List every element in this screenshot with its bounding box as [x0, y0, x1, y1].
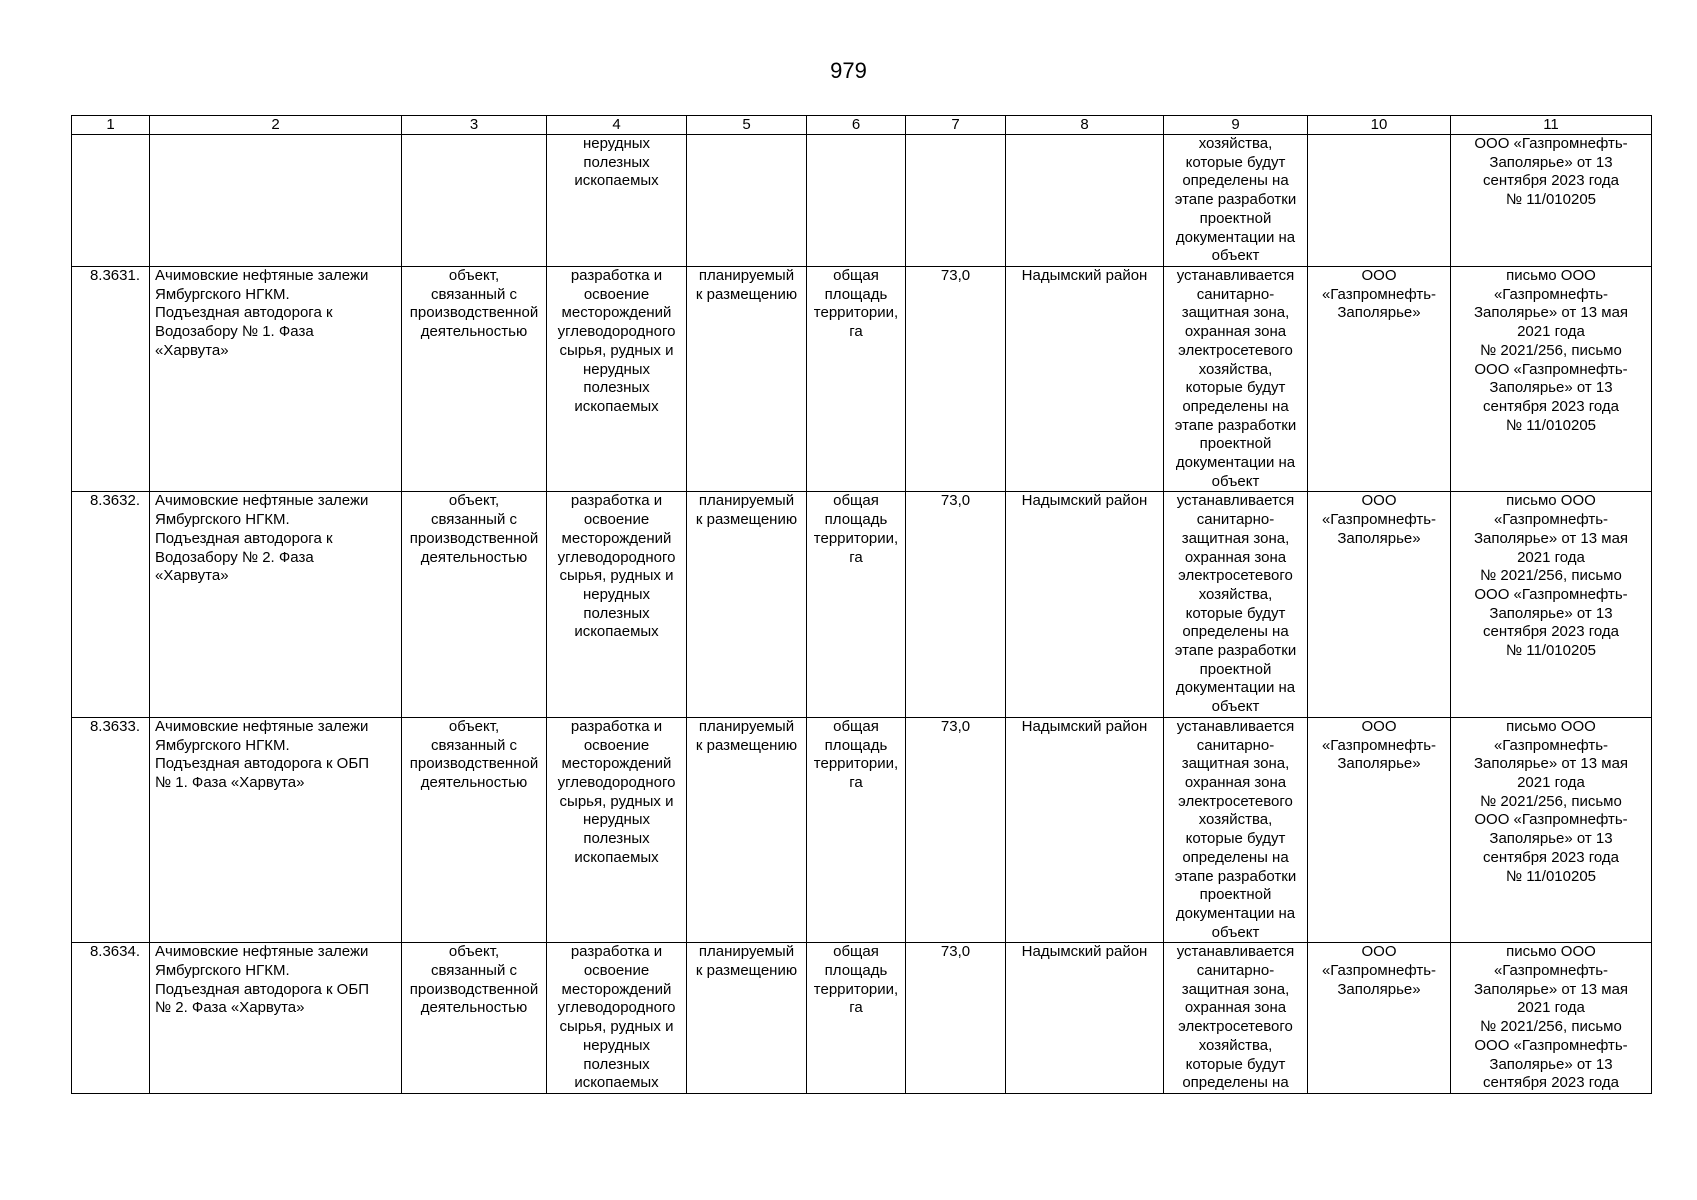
cell-name: Ачимовские нефтяные залежи Ямбургского НГКМ. Подъездная автодорога к Водозабору № 1. Фаза «Харвута»: [150, 267, 402, 492]
cell-value: 73,0: [906, 943, 1006, 1094]
cell-type: объект, связанный с производственной деятельностью: [402, 943, 547, 1094]
cell-num: 8.3633.: [72, 717, 150, 942]
cell-purpose: разработка и освоение месторождений углеводородного сырья, рудных и нерудных полезных ископаемых: [547, 492, 687, 717]
column-header: 4: [547, 116, 687, 135]
cell-status: планируемый к размещению: [687, 717, 807, 942]
cell-location: Надымский район: [1006, 717, 1164, 942]
cell-name: Ачимовские нефтяные залежи Ямбургского НГКМ. Подъездная автодорога к Водозабору № 2. Фаза «Харвута»: [150, 492, 402, 717]
cell-location: [1006, 135, 1164, 267]
cell-characteristic: общая площадь территории, га: [807, 943, 906, 1094]
cell-location: Надымский район: [1006, 267, 1164, 492]
cell-value: [906, 135, 1006, 267]
cell-type: объект, связанный с производственной деятельностью: [402, 267, 547, 492]
continuation-row: [72, 135, 1652, 267]
header-row: [72, 116, 1652, 135]
column-header: 8: [1006, 116, 1164, 135]
page-number: 979: [830, 58, 867, 83]
cell-initiator: [1308, 135, 1451, 267]
cell-num: [72, 135, 150, 267]
cell-zones: устанавливается санитарно- защитная зона, охранная зона электросетевого хозяйства, которые будут определены на этапе разработки проектной документации на объект: [1164, 492, 1308, 717]
cell-initiator: ООО «Газпромнефть- Заполярье»: [1308, 717, 1451, 942]
cell-status: [687, 135, 807, 267]
cell-initiator: ООО «Газпромнефть- Заполярье»: [1308, 267, 1451, 492]
column-header: 6: [807, 116, 906, 135]
cell-name: Ачимовские нефтяные залежи Ямбургского НГКМ. Подъездная автодорога к ОБП № 2. Фаза «Харвута»: [150, 943, 402, 1094]
cell-value: 73,0: [906, 492, 1006, 717]
cell-zones: устанавливается санитарно- защитная зона, охранная зона электросетевого хозяйства, которые будут определены на: [1164, 943, 1308, 1094]
cell-characteristic: общая площадь территории, га: [807, 492, 906, 717]
column-header: 11: [1451, 116, 1652, 135]
column-header: 1: [72, 116, 150, 135]
cell-purpose: разработка и освоение месторождений углеводородного сырья, рудных и нерудных полезных ископаемых: [547, 717, 687, 942]
cell-type: объект, связанный с производственной деятельностью: [402, 717, 547, 942]
column-header: 2: [150, 116, 402, 135]
cell-value: 73,0: [906, 717, 1006, 942]
cell-characteristic: общая площадь территории, га: [807, 267, 906, 492]
table-row: [72, 492, 1652, 717]
cell-basis: письмо ООО «Газпромнефть- Заполярье» от 13 мая 2021 года № 2021/256, письмо ООО «Газпромнефть- Заполярье» от 13 сентября 2023 года: [1451, 943, 1652, 1094]
cell-status: планируемый к размещению: [687, 492, 807, 717]
cell-num: 8.3632.: [72, 492, 150, 717]
cell-status: планируемый к размещению: [687, 267, 807, 492]
table-row: [72, 717, 1652, 942]
column-header: 9: [1164, 116, 1308, 135]
cell-purpose: разработка и освоение месторождений углеводородного сырья, рудных и нерудных полезных ископаемых: [547, 943, 687, 1094]
table-row: [72, 943, 1652, 1094]
column-header: 7: [906, 116, 1006, 135]
column-header: 3: [402, 116, 547, 135]
cell-location: Надымский район: [1006, 492, 1164, 717]
cell-basis: письмо ООО «Газпромнефть- Заполярье» от 13 мая 2021 года № 2021/256, письмо ООО «Газпромнефть- Заполярье» от 13 сентября 2023 года № 11/010205: [1451, 717, 1652, 942]
column-header: 5: [687, 116, 807, 135]
cell-characteristic: [807, 135, 906, 267]
cell-value: 73,0: [906, 267, 1006, 492]
cell-status: планируемый к размещению: [687, 943, 807, 1094]
cell-purpose: нерудных полезных ископаемых: [547, 135, 687, 267]
cell-basis: ООО «Газпромнефть- Заполярье» от 13 сентября 2023 года № 11/010205: [1451, 135, 1652, 267]
cell-name: [150, 135, 402, 267]
registry-table: [71, 115, 1652, 1094]
cell-characteristic: общая площадь территории, га: [807, 717, 906, 942]
cell-initiator: ООО «Газпромнефть- Заполярье»: [1308, 943, 1451, 1094]
cell-basis: письмо ООО «Газпромнефть- Заполярье» от 13 мая 2021 года № 2021/256, письмо ООО «Газпромнефть- Заполярье» от 13 сентября 2023 года № 11/010205: [1451, 492, 1652, 717]
cell-num: 8.3634.: [72, 943, 150, 1094]
cell-name: Ачимовские нефтяные залежи Ямбургского НГКМ. Подъездная автодорога к ОБП № 1. Фаза «Харвута»: [150, 717, 402, 942]
cell-purpose: разработка и освоение месторождений углеводородного сырья, рудных и нерудных полезных ископаемых: [547, 267, 687, 492]
cell-basis: письмо ООО «Газпромнефть- Заполярье» от 13 мая 2021 года № 2021/256, письмо ООО «Газпромнефть- Заполярье» от 13 сентября 2023 года № 11/010205: [1451, 267, 1652, 492]
cell-zones: хозяйства, которые будут определены на этапе разработки проектной документации на объект: [1164, 135, 1308, 267]
cell-type: объект, связанный с производственной деятельностью: [402, 492, 547, 717]
cell-type: [402, 135, 547, 267]
cell-num: 8.3631.: [72, 267, 150, 492]
cell-initiator: ООО «Газпромнефть- Заполярье»: [1308, 492, 1451, 717]
cell-location: Надымский район: [1006, 943, 1164, 1094]
table-row: [72, 267, 1652, 492]
cell-zones: устанавливается санитарно- защитная зона, охранная зона электросетевого хозяйства, которые будут определены на этапе разработки проектной документации на объект: [1164, 267, 1308, 492]
cell-zones: устанавливается санитарно- защитная зона, охранная зона электросетевого хозяйства, которые будут определены на этапе разработки проектной документации на объект: [1164, 717, 1308, 942]
column-header: 10: [1308, 116, 1451, 135]
